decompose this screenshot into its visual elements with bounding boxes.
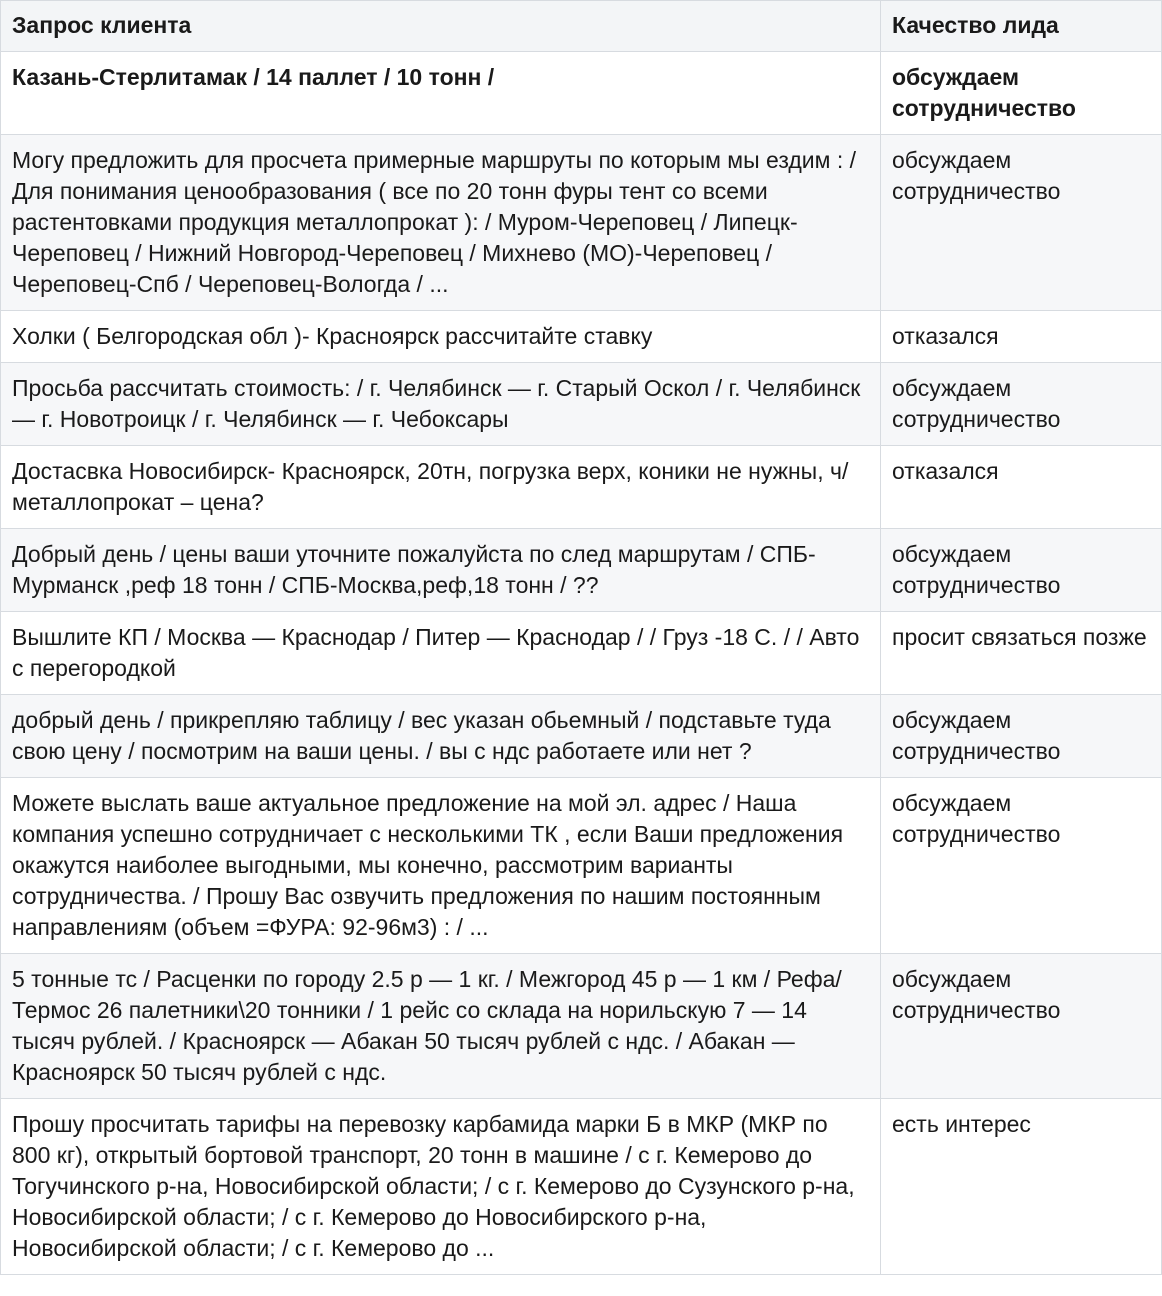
quality-cell: есть интерес: [881, 1099, 1162, 1275]
quality-cell: отказался: [881, 446, 1162, 529]
table-body: [1, 52, 1162, 1275]
table-row: [1, 311, 1162, 363]
header-row: [1, 1, 1162, 52]
request-cell: Вышлите КП / Москва — Краснодар / Питер — Краснодар / / Груз -18 С. / / Авто с перегородкой: [1, 612, 881, 695]
table-row: [1, 363, 1162, 446]
request-cell: добрый день / прикрепляю таблицу / вес указан обьемный / подставьте туда свою цену / посмотрим на ваши цены. / вы с ндс работаете или нет ?: [1, 695, 881, 778]
table-row: [1, 1099, 1162, 1275]
header-lead-quality: Качество лида: [881, 1, 1162, 52]
quality-cell: обсуждаем сотрудничество: [881, 52, 1162, 135]
quality-cell: отказался: [881, 311, 1162, 363]
quality-cell: обсуждаем сотрудничество: [881, 778, 1162, 954]
quality-cell: обсуждаем сотрудничество: [881, 695, 1162, 778]
table-header: [1, 1, 1162, 52]
quality-cell: обсуждаем сотрудничество: [881, 363, 1162, 446]
request-cell: Холки ( Белгородская обл )- Красноярск рассчитайте ставку: [1, 311, 881, 363]
table-row: [1, 778, 1162, 954]
table-row: [1, 52, 1162, 135]
quality-cell: обсуждаем сотрудничество: [881, 954, 1162, 1099]
table-row: [1, 954, 1162, 1099]
request-cell: Добрый день / цены ваши уточните пожалуйста по след маршрутам / СПБ-Мурманск ,реф 18 тонн / СПБ-Москва,реф,18 тонн / ??: [1, 529, 881, 612]
quality-cell: просит связаться позже: [881, 612, 1162, 695]
table-row: [1, 135, 1162, 311]
quality-cell: обсуждаем сотрудничество: [881, 529, 1162, 612]
request-cell: 5 тонные тс / Расценки по городу 2.5 р — 1 кг. / Межгород 45 р — 1 км / Рефа/Термос 26 палетники\20 тонники / 1 рейс со склада на норильскую 7 — 14 тысяч рублей. / Красноярск — Абакан 50 тысяч рублей с ндс. / Абакан — Красноярск 50 тысяч рублей с ндс.: [1, 954, 881, 1099]
header-client-request: Запрос клиента: [1, 1, 881, 52]
request-cell: Прошу просчитать тарифы на перевозку карбамида марки Б в МКР (МКР по 800 кг), открытый бортовой транспорт, 20 тонн в машине / с г. Кемерово до Тогучинского р-на, Новосибирской области; / с г. Кемерово до Сузунского р-на, Новосибирской области; / с г. Кемерово до Новосибирского р-на, Новосибирской области; / с г. Кемерово до ...: [1, 1099, 881, 1275]
request-cell: Казань-Стерлитамак / 14 паллет / 10 тонн /: [1, 52, 881, 135]
request-cell: Достасвка Новосибирск- Красноярск, 20тн, погрузка верх, коники не нужны, ч/металлопрокат – цена?: [1, 446, 881, 529]
request-cell: Могу предложить для просчета примерные маршруты по которым мы ездим : / Для понимания ценообразования ( все по 20 тонн фуры тент со всеми растентовками продукция металлопрокат ): / Муром-Череповец / Липецк-Череповец / Нижний Новгород-Череповец / Михнево (МО)-Череповец / Череповец-Спб / Череповец-Вологда / ...: [1, 135, 881, 311]
quality-cell: обсуждаем сотрудничество: [881, 135, 1162, 311]
table-row: [1, 529, 1162, 612]
request-cell: Можете выслать ваше актуальное предложение на мой эл. адрес / Наша компания успешно сотрудничает с несколькими ТК , если Ваши предложения окажутся наиболее выгодными, мы конечно, рассмотрим варианты сотрудничества. / Прошу Вас озвучить предложения по нашим постоянным направлениям (объем =ФУРА: 92-96м3) : / ...: [1, 778, 881, 954]
table-row: [1, 612, 1162, 695]
request-cell: Просьба рассчитать стоимость: / г. Челябинск — г. Старый Оскол / г. Челябинск — г. Новотроицк / г. Челябинск — г. Чебоксары: [1, 363, 881, 446]
table-row: [1, 695, 1162, 778]
table-row: [1, 446, 1162, 529]
